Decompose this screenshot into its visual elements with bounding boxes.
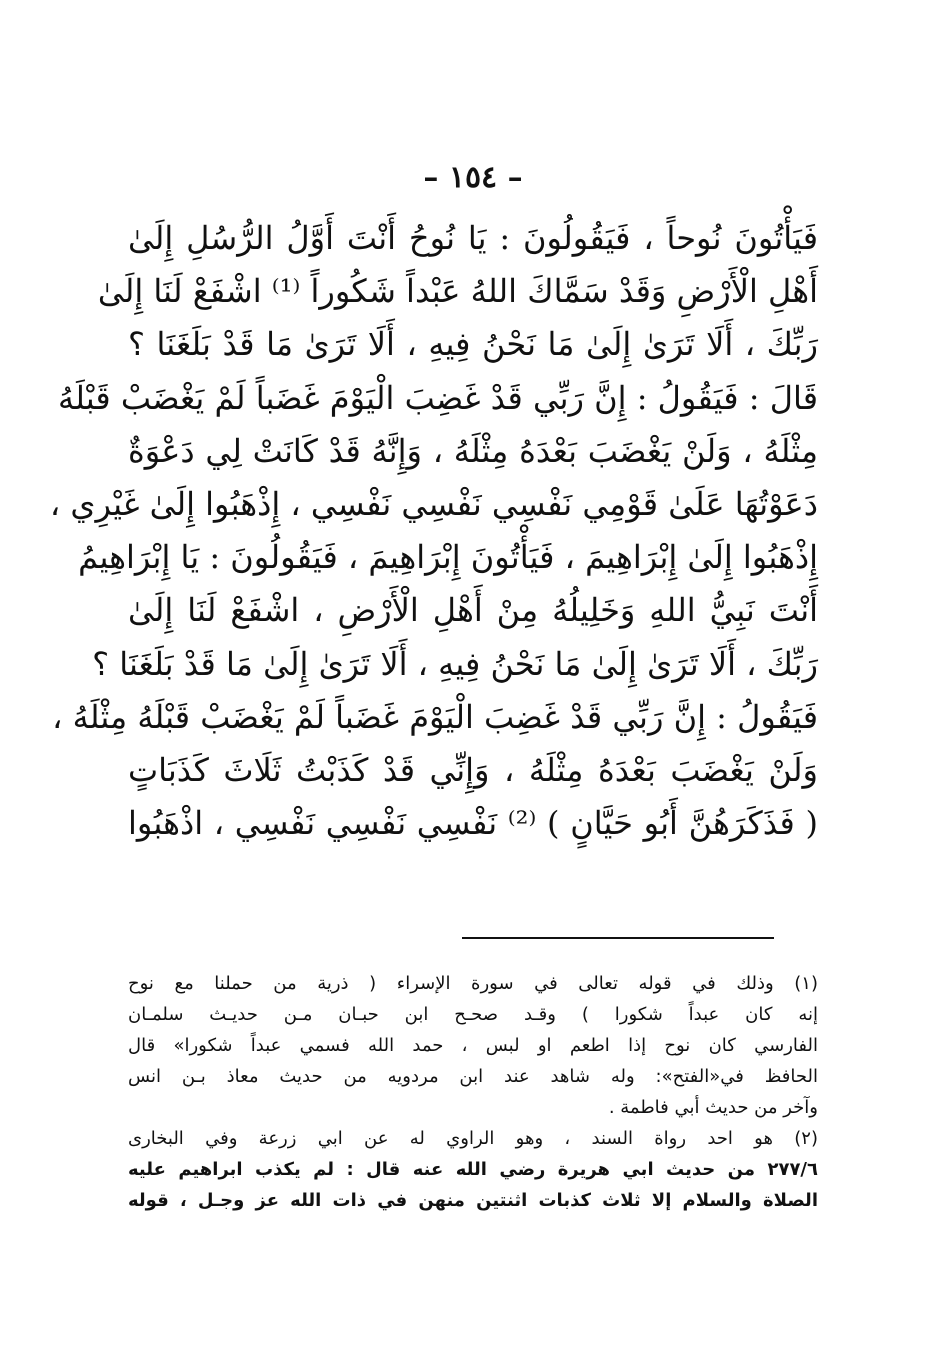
footnotes	[128, 968, 818, 1216]
footnote-divider	[462, 937, 774, 939]
footnote-line: إنه كان عبداً شكورا ) وقـد صحـح ابن حبـان مـن حديـث سلمـان	[128, 1004, 818, 1025]
page-number: – ١٥٤ –	[423, 160, 523, 195]
footnote-line: الحافظ في«الفتح»: وله شاهد عند ابن مردويه من حديث معاذ بـن انس	[128, 1066, 818, 1087]
text-line: فَيَقُولُ : إِنَّ رَبِّي قَدْ غَضِبَ الْيَوْمَ غَضَباً لَمْ يَغْضَبْ قَبْلَهُ مِثْلَهُ ،	[52, 697, 818, 736]
main-text	[49, 212, 819, 850]
text-line: إِذْهَبُوا إِلَىٰ إِبْرَاهِيمَ ، فَيَأْتُونَ إِبْرَاهِيمَ ، فَيَقُولُونَ : يَا إِبْرَاهِيمُ	[78, 538, 818, 577]
footnote-line: ٢٧٧/٦ من حديث ابي هريرة رضي الله عنه قال : لم يكذب ابراهيم عليه	[128, 1159, 818, 1180]
footnote-line: (١) وذلك في قوله تعالى في سورة الإسراء ( ذرية من حملنا مع نوح	[128, 973, 818, 994]
text-line: رَبِّكَ ، أَلَا تَرَىٰ إِلَىٰ مَا نَحْنُ فِيهِ ، أَلَا تَرَىٰ مَا قَدْ بَلَغَنَا ؟	[128, 325, 818, 364]
text-line: مِثْلَهُ ، وَلَنْ يَغْضَبَ بَعْدَهُ مِثْلَهُ ، وَإِنَّهُ قَدْ كَانَتْ لِي دَعْوَةٌ	[128, 431, 818, 470]
text-line: دَعَوْتُهَا عَلَىٰ قَوْمِي نَفْسِي نَفْسِي نَفْسِي ، إِذْهَبُوا إِلَىٰ غَيْرِي ،	[49, 484, 818, 523]
text-line: رَبِّكَ ، أَلَا تَرَىٰ إِلَىٰ مَا نَحْنُ فِيهِ ، أَلَا تَرَىٰ إِلَىٰ مَا قَدْ بَلَغَنَا ؟	[92, 644, 818, 683]
text-line: وَلَنْ يَغْضَبَ بَعْدَهُ مِثْلَهُ ، وَإِنِّي قَدْ كَذَبْتُ ثَلَاثَ كَذَبَاتٍ	[128, 750, 818, 789]
footnote-line: (٢) هو احد رواة السند ، وهو الراوي له عن ابي زرعة وفي البخارى	[128, 1128, 818, 1149]
text-line: قَالَ : فَيَقُولُ : إِنَّ رَبِّي قَدْ غَضِبَ الْيَوْمَ غَضَباً لَمْ يَغْضَبْ قَبْلَهُ	[57, 378, 818, 417]
text-line: أَنْتَ نَبِيُّ اللهِ وَخَلِيلُهُ مِنْ أَهْلِ الْأَرْضِ ، اشْفَعْ لَنَا إِلَىٰ	[128, 591, 819, 630]
text-line: ( فَذَكَرَهُنَّ أَبُو حَيَّانٍ ) ⁽²⁾ نَفْسِي نَفْسِي نَفْسِي ، اذْهَبُوا	[128, 804, 819, 843]
text-line: فَيَأْتُونَ نُوحاً ، فَيَقُولُونَ : يَا نُوحُ أَنْتَ أَوَّلُ الرُّسُلِ إِلَىٰ	[128, 219, 818, 257]
footnote-line: وآخر من حديث أبي فاطمة .	[608, 1097, 818, 1118]
footnote-line: الفارسي كان نوح إذا اطعم او لبس ، حمد الله فسمي عبداً شكورا» قال	[128, 1035, 818, 1056]
footnote-line: الصلاة والسلام إلا ثلاث كذبات اثنتين منهن في ذات الله عز وجـل ، قوله	[128, 1190, 818, 1211]
text-line: أَهْلِ الْأَرْضِ وَقَدْ سَمَّاكَ اللهُ عَبْداً شَكُوراً ⁽¹⁾ اشْفَعْ لَنَا إِلَىٰ	[97, 272, 818, 311]
